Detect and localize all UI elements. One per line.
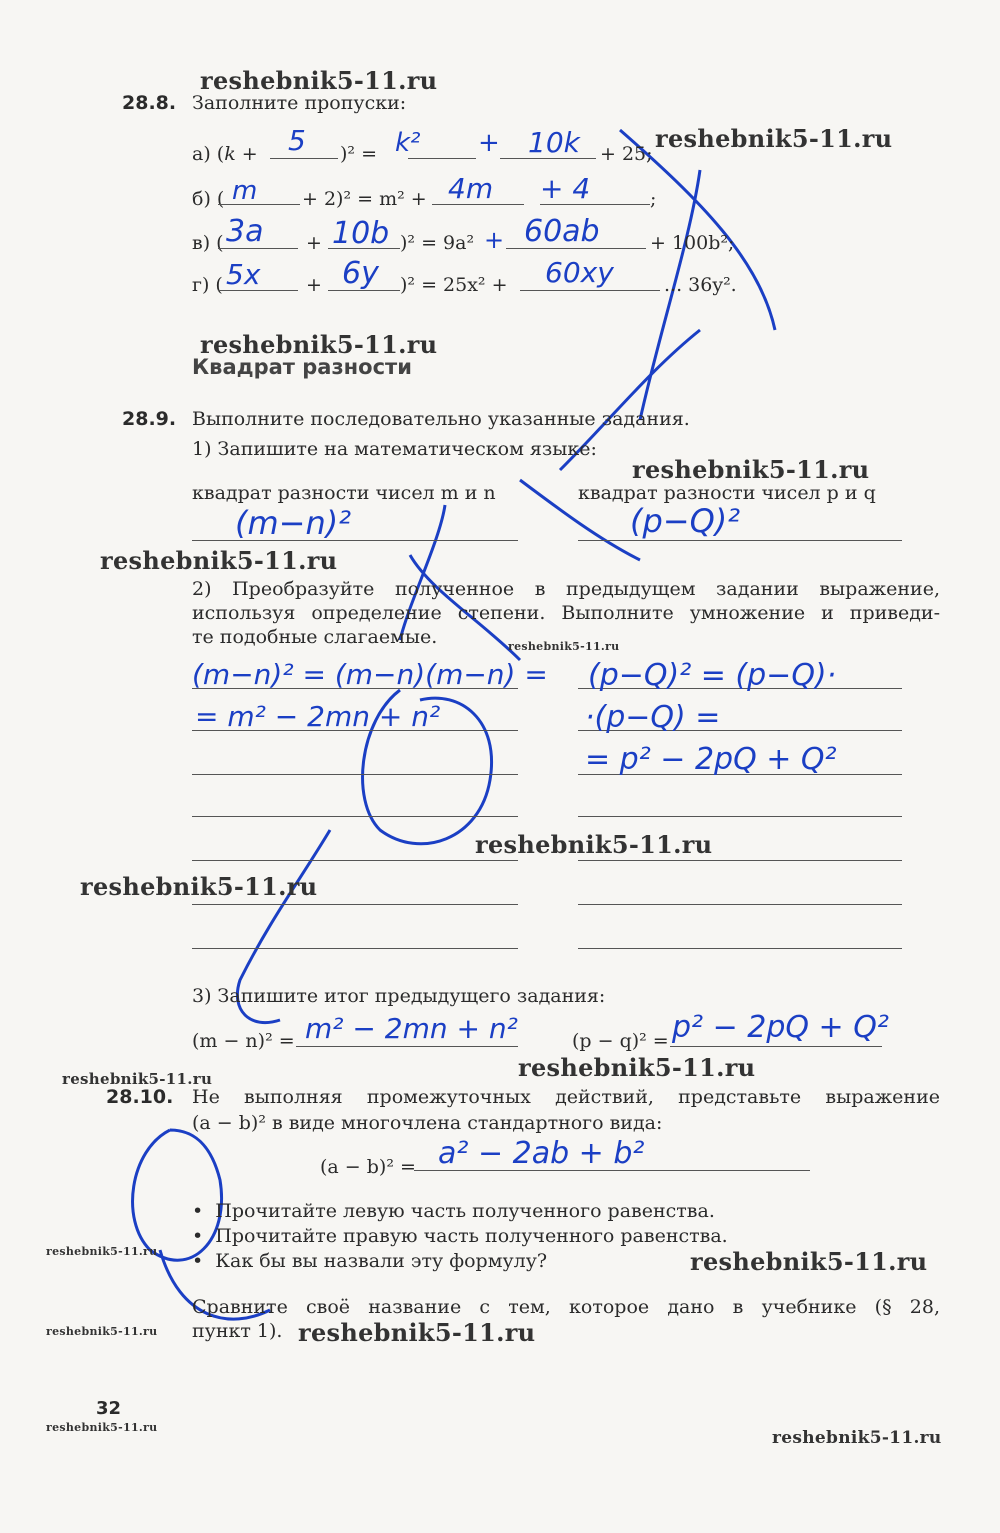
bullet-item: • Прочитайте правую часть полученного равенства.: [192, 1225, 728, 1247]
item-a: а) (k +: [192, 143, 258, 165]
handwritten-answer: 10k: [528, 126, 580, 159]
handwritten-answer: m: [232, 176, 258, 206]
handwritten-answer: 60xy: [545, 256, 614, 289]
page-number: 32: [96, 1398, 122, 1419]
exercise-text-line: (a − b)² в виде многочлена стандартного вида:: [192, 1112, 663, 1134]
right-caption: квадрат разности чисел p и q: [578, 482, 876, 504]
exercise-text-line: Не выполняя промежуточных действий, представьте выражение: [192, 1086, 940, 1108]
handwritten-answer: k²: [395, 128, 421, 158]
handwritten-answer: m² − 2mn + n²: [305, 1012, 518, 1045]
formula-label: (a − b)² =: [320, 1156, 416, 1178]
handwritten-answer: p² − 2pQ + Q²: [672, 1010, 889, 1045]
handwritten-answer: 60ab: [524, 214, 600, 249]
watermark: reshebnik5-11.ru: [655, 124, 893, 153]
handwritten-answer: (p−Q)²: [630, 502, 741, 540]
exercise-instruction: Заполните пропуски:: [192, 92, 407, 114]
handwritten-work: (p−Q)² = (p−Q)·: [588, 658, 837, 693]
watermark: reshebnik5-11.ru: [475, 830, 713, 859]
exercise-instruction: Выполните последовательно указанные задания.: [192, 408, 690, 430]
task-3: 3) Запишите итог предыдущего задания:: [192, 985, 606, 1007]
exercise-number: 28.8.: [122, 92, 177, 114]
handwritten-answer: (m−n)²: [235, 504, 352, 542]
handwritten-answer: 5: [288, 124, 306, 157]
handwritten-answer: 10b: [332, 216, 390, 251]
item-c: в) (: [192, 232, 224, 254]
handwritten-work: ·(p−Q) =: [585, 700, 721, 735]
handwritten-work: (m−n)² = (m−n)(m−n) =: [192, 658, 548, 691]
watermark: reshebnik5-11.ru: [100, 546, 338, 575]
handwritten-answer: a² − 2ab + b²: [438, 1136, 645, 1171]
handwritten-work: = p² − 2pQ + Q²: [585, 742, 837, 777]
handwritten-answer: 4m: [448, 172, 494, 205]
handwritten-work: = m² − 2mn + n²: [195, 700, 441, 733]
watermark: reshebnik5-11.ru: [632, 455, 870, 484]
watermark: reshebnik5-11.ru: [772, 1428, 942, 1448]
watermark: reshebnik5-11.ru: [200, 66, 438, 95]
watermark: reshebnik5-11.ru: [298, 1318, 536, 1347]
compare-line: пункт 1).: [192, 1320, 283, 1342]
task-1: 1) Запишите на математическом языке:: [192, 438, 597, 460]
compare-line: Сравните своё название с тем, которое дано в учебнике (§ 28,: [192, 1296, 940, 1318]
watermark: reshebnik5-11.ru: [46, 1245, 158, 1258]
exercise-number: 28.9.: [122, 408, 177, 430]
task-2-line: 2) Преобразуйте полученное в предыдущем задании выражение,: [192, 578, 940, 600]
bullet-item: • Как бы вы назвали эту формулу?: [192, 1250, 548, 1272]
handwritten-answer: 5x: [226, 258, 261, 291]
watermark: reshebnik5-11.ru: [518, 1053, 756, 1082]
watermark: reshebnik5-11.ru: [200, 330, 438, 359]
watermark: reshebnik5-11.ru: [80, 872, 318, 901]
watermark: reshebnik5-11.ru: [46, 1325, 158, 1338]
task-2-line: используя определение степени. Выполните умножение и приведи-: [192, 602, 940, 624]
item-b: б) (: [192, 188, 225, 210]
watermark: reshebnik5-11.ru: [46, 1421, 158, 1434]
handwritten-answer: + 4: [540, 172, 591, 205]
watermark: reshebnik5-11.ru: [690, 1247, 928, 1276]
handwritten-answer: 6y: [342, 256, 379, 291]
watermark: reshebnik5-11.ru: [508, 640, 620, 653]
task-2-line: те подобные слагаемые.: [192, 626, 438, 648]
bullet-item: • Прочитайте левую часть полученного равенства.: [192, 1200, 715, 1222]
exercise-number: 28.10.: [106, 1086, 174, 1108]
section-title: Квадрат разности: [192, 355, 412, 379]
item-d: г) (: [192, 274, 223, 296]
handwritten-answer: +: [478, 128, 500, 158]
result-label: (p − q)² =: [572, 1030, 669, 1052]
workbook-page: reshebnik5-11.ru reshebnik5-11.ru reshebnik5-11.ru reshebnik5-11.ru reshebnik5-11.ru reshebnik5-11.ru reshebnik5-11.ru reshebnik5-11.ru reshebnik5-11.ru reshebnik5-11.ru reshebnik5-11.ru reshebnik5-11.ru reshebnik5-11.ru reshebnik5-11.ru reshebnik5-11.ru reshebnik5-11.ru 28.8. Заполните пропуски: а) (k + )² = + 25; 5 k² + 10k б) ( + 2)² = m² + ; m 4m + 4 в) ( + )² = 9a² + 100b²; 3a 10b + 60ab г) ( + )² = 25x² + ... 36y². 5x 6y 60xy Квадрат разности 28.9. Выполните последовательно указанные задания. 1) Запишите на математическом языке: квадрат разности чисел m и n квадрат разности чисел p и q (m−n)² (p−Q)² 2) Преобразуйте полученное в предыдущем задании выражение, используя определение степени. Выполните умножение и приведи- те подобные слагаемые. (m−n)² = (m−n)(m−n) = = m² − 2mn + n² (p−Q)² = (p−Q)· ·(p−Q) = = p² − 2pQ + Q² 3) Запишите итог предыдущего задания: (m − n)² = m² − 2mn + n² (p − q)² = p² − 2pQ + Q² 28.10. Не выполняя промежуточных действий, представьте выражение (a − b)² в виде многочлена стандартного вида: (a − b)² = a² − 2ab + b² • Прочитайте левую часть полученного равенства. • Прочитайте правую часть полученного равенства. • Как бы вы назвали эту формулу? Сравните своё название с тем, которое дано в учебнике (§ 28, пункт 1). 32: [0, 0, 1000, 1533]
handwritten-answer: 3a: [226, 214, 264, 249]
handwritten-answer: +: [484, 226, 505, 254]
left-caption: квадрат разности чисел m и n: [192, 482, 496, 504]
result-label: (m − n)² =: [192, 1030, 295, 1052]
watermark: reshebnik5-11.ru: [62, 1070, 213, 1088]
